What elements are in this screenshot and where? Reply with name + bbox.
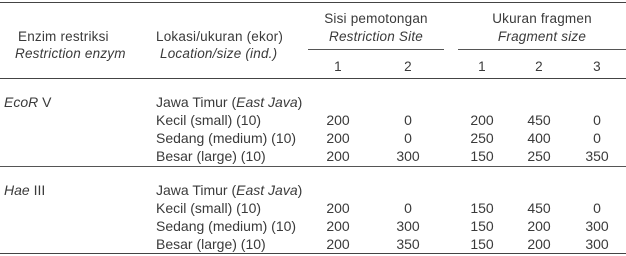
site-value: 200	[326, 218, 350, 234]
site-subheader-rule	[308, 49, 444, 50]
site-value: 300	[396, 218, 420, 234]
header-location-id: Lokasi/ukuran (ekor)	[156, 29, 284, 44]
fragment-value: 450	[527, 200, 551, 216]
enzyme-name: Hae III	[4, 182, 46, 198]
region-label: Jawa Timur (East Java)	[156, 182, 303, 198]
header-bottom-rule	[0, 78, 626, 79]
site-value: 0	[404, 200, 412, 216]
fragment-value: 450	[527, 112, 551, 128]
header-enzyme-en: Restriction enzym	[15, 46, 126, 61]
fragment-value: 250	[527, 148, 551, 164]
fragment-value: 300	[585, 218, 609, 234]
fragment-value: 200	[527, 236, 551, 252]
header-enzyme-id: Enzim restriksi	[18, 29, 109, 44]
table-top-rule	[0, 2, 626, 3]
row-label: Besar (large) (10)	[156, 148, 266, 164]
fragment-value: 0	[593, 200, 601, 216]
row-label: Besar (large) (10)	[156, 236, 266, 252]
fragment-value: 400	[527, 130, 551, 146]
site-value: 0	[404, 112, 412, 128]
site-value: 200	[326, 236, 350, 252]
fragment-value: 150	[470, 236, 494, 252]
site-value: 200	[326, 112, 350, 128]
header-fragment-en: Fragment size	[497, 29, 587, 44]
group-separator-rule	[0, 166, 626, 167]
fragment-sub-1: 1	[478, 59, 486, 74]
site-value: 200	[326, 130, 350, 146]
site-sub-2: 2	[404, 59, 412, 74]
fragment-value: 300	[585, 236, 609, 252]
enzyme-name: EcoR V	[4, 94, 52, 110]
site-value: 300	[396, 148, 420, 164]
site-value: 350	[396, 236, 420, 252]
site-value: 0	[404, 130, 412, 146]
row-label: Kecil (small) (10)	[156, 112, 262, 128]
row-label: Sedang (medium) (10)	[156, 130, 297, 146]
site-value: 200	[326, 148, 350, 164]
header-site-id: Sisi pemotongan	[324, 11, 428, 26]
fragment-value: 150	[470, 200, 494, 216]
fragment-sub-2: 2	[535, 59, 543, 74]
header-fragment-id: Ukuran fragmen	[492, 11, 592, 26]
fragment-value: 0	[593, 112, 601, 128]
site-value: 200	[326, 200, 350, 216]
site-sub-1: 1	[334, 59, 342, 74]
row-label: Sedang (medium) (10)	[156, 218, 297, 234]
fragment-sub-3: 3	[593, 59, 601, 74]
header-location-en: Location/size (ind.)	[160, 46, 278, 61]
fragment-value: 350	[585, 148, 609, 164]
table-bottom-rule	[0, 253, 626, 254]
fragment-value: 200	[470, 112, 494, 128]
row-label: Kecil (small) (10)	[156, 200, 262, 216]
header-site-en: Restriction Site	[329, 29, 423, 44]
region-label: Jawa Timur (East Java)	[156, 94, 303, 110]
fragment-value: 200	[527, 218, 551, 234]
fragment-value: 0	[593, 130, 601, 146]
fragment-value: 150	[470, 218, 494, 234]
fragment-value: 150	[470, 148, 494, 164]
fragment-value: 250	[470, 130, 494, 146]
fragment-subheader-rule	[458, 49, 626, 50]
